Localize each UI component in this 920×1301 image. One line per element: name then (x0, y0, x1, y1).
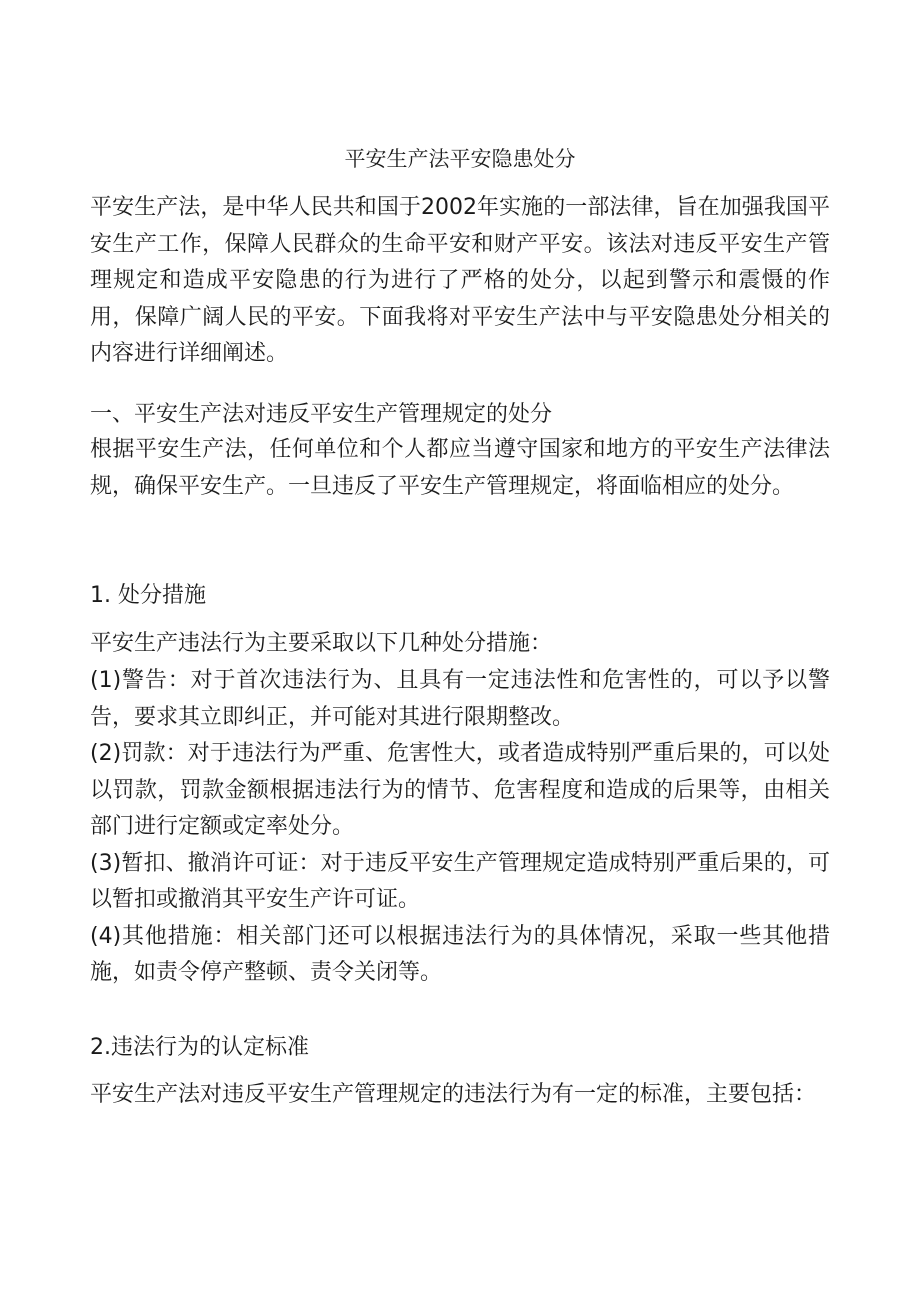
subsection-2-body: 平安生产法对违反平安生产管理规定的违法行为有一定的标准，主要包括： (90, 1082, 817, 1107)
list-item: (3)暂扣、撤消许可证：对于违反平安生产管理规定造成特别严重后果的，可以暂扣或撤消其平安生产许可证。 (90, 850, 830, 912)
measures-list (90, 663, 830, 992)
subsection-1-heading: 1. 处分措施 (90, 583, 206, 608)
document-title: 平安生产法平安隐患处分 (344, 147, 576, 171)
section-1-body: 根据平安生产法，任何单位和个人都应当遵守国家和地方的平安生产法律法规，确保平安生产。一旦违反了平安生产管理规定，将面临相应的处分。 (90, 437, 830, 499)
list-item: (1)警告：对于首次违法行为、且具有一定违法性和危害性的，可以予以警告，要求其立即纠正，并可能对其进行限期整改。 (90, 668, 830, 730)
list-item: (2)罚款：对于违法行为严重、危害性大，或者造成特别严重后果的，可以处以罚款，罚款金额根据违法行为的情节、危害程度和造成的后果等，由相关部门进行定额或定率处分。 (90, 741, 830, 839)
subsection-2-heading: 2.违法行为的认定标准 (90, 1035, 309, 1060)
section-1-heading: 一、平安生产法对违反平安生产管理规定的处分 (90, 402, 553, 427)
subsection-1-lead: 平安生产违法行为主要采取以下几种处分措施： (90, 631, 553, 656)
list-item: (4)其他措施：相关部门还可以根据违法行为的具体情况，采取一些其他措施，如责令停产整顿、责令关闭等。 (90, 923, 830, 985)
intro-paragraph: 平安生产法，是中华人民共和国于2002年实施的一部法律，旨在加强我国平安生产工作，保障人民群众的生命平安和财产平安。该法对违反平安生产管理规定和造成平安隐患的行为进行了严格的处分，以起到警示和震慑的作用，保障广阔人民的平安。下面我将对平安生产法中与平安隐患处分相关的内容进行详细阐述。 (90, 195, 830, 366)
